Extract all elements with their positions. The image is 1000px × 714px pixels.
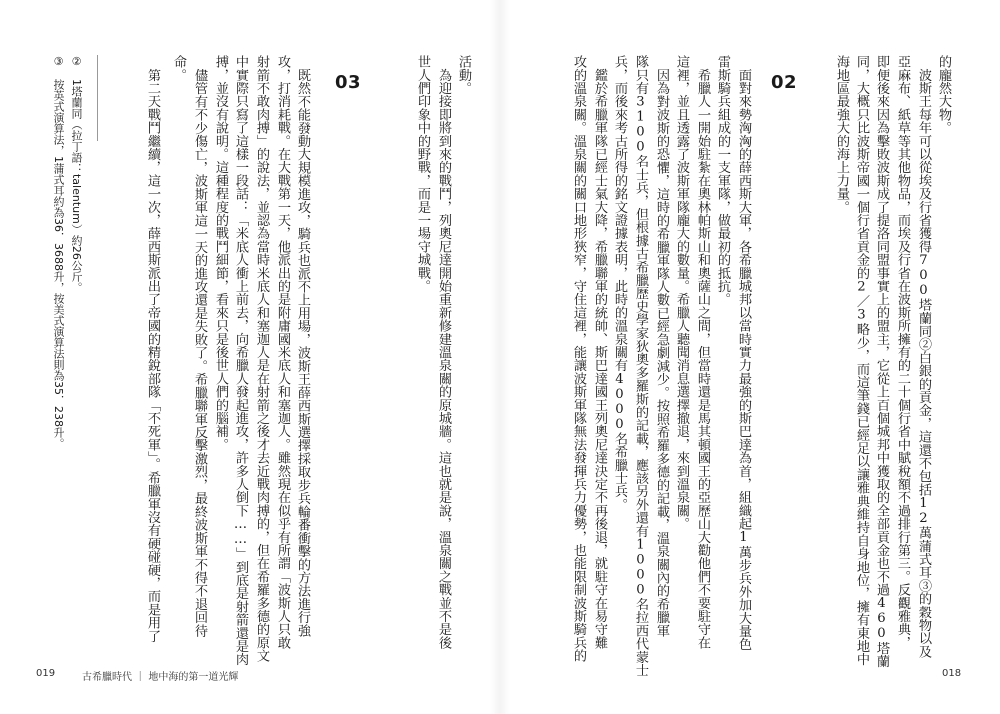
page-number-left: 019 (36, 668, 56, 679)
text-line: 因為對波斯的恐懼，這時的希臘軍隊人數已經急劇減少。按照希羅多德的記載，溫泉關內的希臘軍 (654, 55, 669, 637)
text-line: 中實際只寫了這樣一段話：「米底人衝上前去，向希臘人發起進攻，許多人倒下……」到底是射箭還是肉 (233, 55, 248, 666)
text-line: 鑑於希臘軍隊已經士氣大降，希臘聯軍的統帥、斯巴達國王列奧尼達決定不再後退，就駐守在易守難 (592, 55, 607, 649)
text-line: 攻，打消耗戰。在大戰第一天，他派出的是附庸國米底人和塞迦人。雖然現在似乎有所謂「波斯人只敢 (275, 55, 290, 649)
text-line: 波斯王每年可以從埃及行省獲得700塔蘭同②白銀的貢金，這還不包括12萬蒲式耳③的穀物以及 (916, 55, 931, 658)
running-title: 古希臘時代 ｜ 地中海的第一道光輝 (82, 672, 239, 683)
footnote-divider (97, 55, 98, 141)
text-line: 世人們印象中的野戰，而是一場守城戰。 (415, 55, 430, 293)
text-line: 雷斯騎兵組成的一支軍隊，做最初的抵抗。 (715, 55, 730, 306)
page-number-right: 018 (942, 668, 962, 679)
book-gutter (490, 0, 510, 714)
text-line: 同，大概只比波斯帝國一個行省貢金的2／3略少，而這筆錢已經足以讓雅典維持自身地位，擁有東地中 (854, 55, 869, 666)
text-line: 的龐然大物。 (936, 55, 951, 135)
text-line: 面對來勢洶洶的薛西斯大軍，各希臘城邦以當時實力最強的斯巴達為首，組織起1萬步兵外加大量色 (736, 55, 751, 651)
text-line: 兵，而後來考古所得的銘文證據表明，此時的溫泉關有4000名希臘士兵。 (612, 55, 627, 511)
footnote: ② 1塔蘭同（拉丁語：talentum）約26公斤。 (70, 55, 83, 293)
section-heading: 03 (335, 72, 362, 93)
text-line: 希臘人一開始駐紮在奧林帕斯山和奧薩山之間，但當時還是馬其頓國王的亞歷山大勸他們不要駐守在 (695, 55, 710, 649)
text-line: 既然不能發動大規模進攻，騎兵也派不上用場，波斯王薛西斯選擇採取步兵輪番衝擊的方法進行強 (295, 55, 310, 637)
text-line: 第二天戰鬥繼續，這一次，薛西斯派出了帝國的精銳部隊「不死軍」。希臘軍沒有硬碰硬，而是用了 (145, 55, 160, 643)
text-line: 亞麻布、紙草等其他物品，而埃及行省在波斯所擁有的二十個行省中賦稅額不過排行第三。反觀雅典， (895, 55, 910, 649)
text-line: 為迎接即將到來的戰鬥，列奧尼達開始重新修建溫泉關的原城牆。這也就是說，溫泉關之戰並不是後 (436, 55, 451, 649)
text-line: 這裡，並且透露了波斯軍隊龐大的數量。希臘人聽聞消息選擇撤退，來到溫泉關。 (674, 55, 689, 531)
text-line: 搏，並沒有說明。這種程度的戰鬥細節，看來只是後世人們的腦補。 (213, 55, 228, 451)
text-line: 攻的溫泉關。溫泉關的關口地形狹窄，守住這裡，能讓波斯軍隊無法發揮兵力優勢，也能限制波斯騎兵的 (571, 55, 586, 663)
text-line: 射箭不敢肉搏」的說法，並認為當時米底人和塞迦人是在射箭之後才去近戰肉搏的，但在希羅多德的原文 (254, 55, 269, 663)
text-line: 即便後來因為擊敗波斯成了提洛同盟事實上的盟主，它從上百個城邦中獲取的全部貢金也不過460塔蘭 (874, 55, 889, 668)
text-line: 命。 (171, 55, 186, 82)
text-line: 隊只有3100名士兵，但根據古希臘歷史學家狄奧多羅斯的記載，應該另外還有1000名拉西代蒙士 (633, 55, 648, 677)
text-line: 儘管有不少傷亡，波斯軍這一天的進攻還是失敗了。希臘聯軍反擊激烈，最終波斯軍不得不退回待 (192, 55, 207, 637)
text-line: 活動。 (456, 55, 471, 95)
section-heading: 02 (771, 72, 798, 93)
footnote: ③ 按英式演算法，1蒲式耳約為36．3688升，按美式演算法則為35．238升。 (52, 55, 65, 449)
text-line: 海地區最強大的海上力量。 (834, 55, 849, 214)
